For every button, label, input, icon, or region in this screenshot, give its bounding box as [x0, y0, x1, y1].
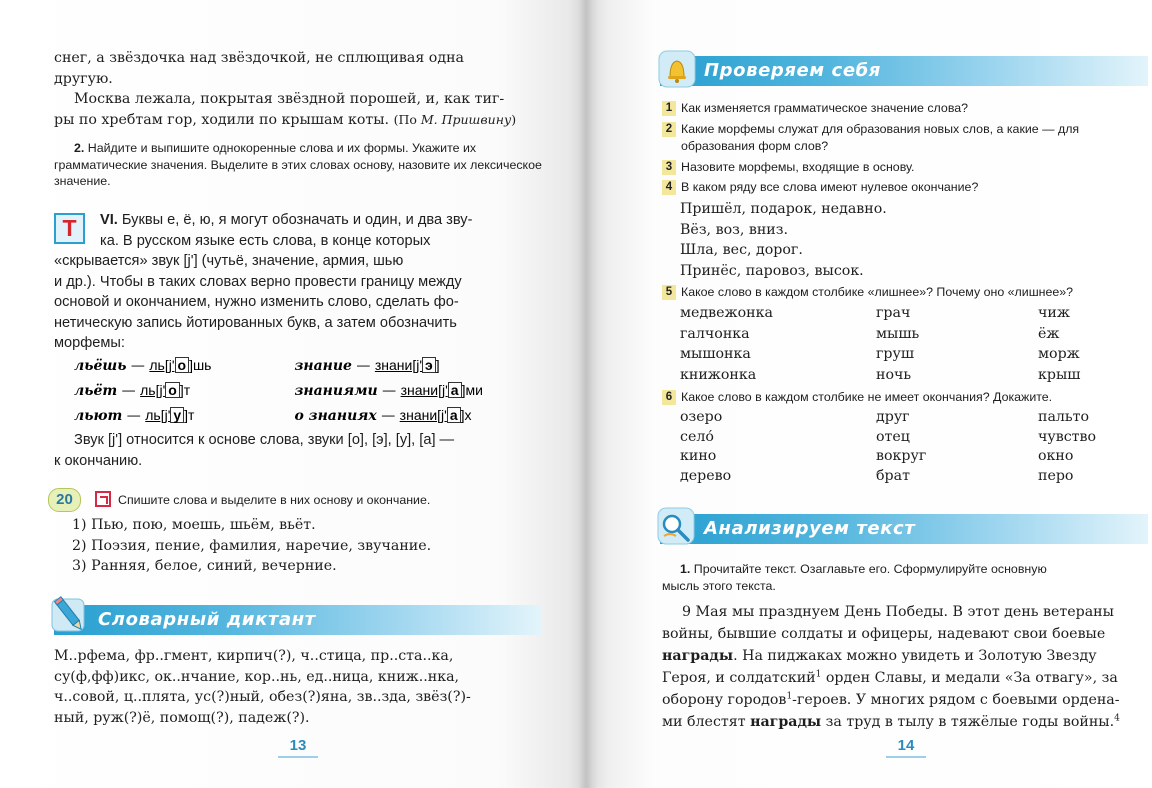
question-3-number: 3 — [662, 160, 676, 175]
page-number-underline — [278, 756, 318, 758]
q6-word: кино — [680, 448, 717, 464]
book-gutter — [578, 0, 598, 788]
q5-column-3 — [1038, 303, 1138, 385]
analyze-line-5-a: оборону городов — [662, 692, 787, 708]
question-2-text: Какие морфемы служат для образования новых слов, а какие — для — [681, 122, 1080, 136]
question-2-text-2: образования форм слов? — [681, 138, 829, 153]
question-4-rows — [680, 199, 1140, 281]
morph-dash: — — [121, 383, 136, 399]
page-number-underline — [886, 756, 926, 758]
morph-ending: о — [165, 382, 180, 398]
q6-word: чувство — [1038, 428, 1097, 445]
morph-rest: ] — [435, 357, 440, 373]
morph-word: знаниями — [294, 383, 378, 399]
page-number-text: 14 — [897, 737, 915, 754]
theory-heading: VI. — [100, 212, 118, 228]
question-3-text: Назовите морфемы, входящие в основу. — [681, 160, 915, 174]
morph-rest: ]шь — [189, 357, 212, 373]
q5-word: морж — [1038, 346, 1080, 362]
footnote-marker: 1 — [786, 691, 793, 702]
analyze-line-6-a: ми блестят — [662, 714, 751, 730]
exercise-20-instruction: Спишите слова и выделите в них основу и окончание. — [118, 493, 431, 507]
footnote-marker-4: 4 — [1114, 713, 1120, 724]
dictation-banner — [54, 605, 541, 635]
dictation-line-1: М..рфема, фр..гмент, кирпич(?), ч..стица, пр..ста..ка, — [54, 648, 454, 664]
analyze-task-number: 1. — [680, 562, 691, 576]
morph-row-2 — [74, 379, 544, 401]
theory-conclusion-1: Звук [j'] относится к основе слова, звуки [о], [э], [у], [а] — — [74, 432, 455, 448]
intro-line-2: другую. — [54, 70, 113, 87]
question-4-text: В каком ряду все слова имеют нулевое окончание? — [681, 180, 979, 194]
q5-word: грач — [876, 305, 911, 321]
morph-ending: а — [447, 407, 461, 423]
q5-column-1 — [680, 303, 830, 385]
morph-word: знание — [294, 358, 352, 374]
analyze-banner — [660, 514, 1148, 544]
bold-awards-2: награды — [750, 714, 822, 730]
question-6-number: 6 — [662, 390, 676, 405]
page-number-13 — [278, 737, 318, 754]
q6-column-1 — [680, 408, 830, 486]
row4-2: Вёз, воз, вниз. — [680, 221, 789, 238]
morph-word: льёшь — [74, 358, 127, 374]
intro-para2-line1: Москва лежала, покрытая звёздной порошей, и, как тиг- — [74, 91, 505, 107]
exercise-20-number: 20 — [48, 488, 81, 512]
morph-ending: э — [422, 357, 436, 373]
morph-ending: а — [448, 382, 462, 398]
q5-word: галчонка — [680, 325, 750, 342]
check-banner — [660, 56, 1148, 86]
q5-word: ёж — [1038, 325, 1060, 342]
exercise-20-item-2: 2) Поэзия, пение, фамилия, наречие, звучание. — [72, 537, 432, 554]
q6-column-2 — [876, 408, 996, 486]
morpheme-examples — [74, 354, 544, 426]
intro-source — [394, 112, 517, 127]
question-3 — [662, 159, 1152, 176]
analyze-line-5 — [662, 689, 1149, 711]
q5-word: книжонка — [680, 366, 757, 383]
morph-row-3 — [74, 404, 544, 426]
intro-para2-line2 — [54, 110, 540, 131]
q5-word: груш — [876, 346, 915, 362]
analyze-task-line-1: Прочитайте текст. Озаглавьте его. Сформулируйте основную — [693, 562, 1047, 576]
analyze-line-6 — [662, 711, 1149, 733]
morph-ending: о — [175, 357, 190, 373]
analyze-line-3 — [662, 645, 1149, 667]
page-number-text: 13 — [289, 737, 307, 754]
analyze-line-1: 9 Мая мы празднуем День Победы. В этот день ветераны — [682, 604, 1114, 620]
question-2-number: 2 — [662, 122, 676, 137]
q6-word: озеро — [680, 409, 723, 425]
question-5 — [662, 284, 1152, 301]
q5-word: ночь — [876, 366, 912, 383]
page-number-14 — [886, 737, 926, 754]
analyze-title: Анализируем текст — [704, 518, 916, 539]
theory-badge: Т — [54, 213, 85, 244]
analyze-line-6-b: за труд в тылу в тяжёлые годы войны. — [821, 714, 1115, 730]
question-6-text: Какое слово в каждом столбике не имеет окончания? Докажите. — [681, 390, 1053, 404]
question-6 — [662, 389, 1152, 406]
q6-word: отец — [876, 428, 910, 445]
intro-source-post: ) — [511, 111, 517, 127]
morph-example-5 — [74, 404, 290, 427]
intro-source-author: М. Пришвину — [420, 111, 512, 127]
analyze-line-4-b: орден Славы, и медали «За отвагу», за — [821, 670, 1118, 686]
theory-line-7: морфемы: — [54, 335, 125, 351]
bold-awards-1: награды — [662, 648, 734, 664]
morph-example-1 — [74, 354, 290, 377]
q6-word: перо — [1038, 467, 1074, 484]
q6-word: дерево — [680, 467, 732, 484]
task-2-number: 2. — [74, 141, 85, 155]
exercise-20-items — [72, 515, 542, 577]
question-4-number: 4 — [662, 180, 676, 195]
morph-example-2 — [294, 358, 439, 374]
q6-column-3 — [1038, 408, 1138, 486]
task-2-text: Найдите и выпишите однокоренные слова и их формы. Укажите их грамматические значения. Выделите в этих словах основу, назовите их лексическое значение. — [54, 141, 542, 188]
dictation-text — [54, 646, 540, 728]
text-analysis-icon — [656, 506, 698, 548]
theory-conclusion — [54, 430, 542, 471]
analyze-line-4 — [662, 667, 1149, 689]
q6-word: брат — [876, 467, 910, 484]
morph-stem: знани[j' — [374, 357, 423, 373]
theory-line-5: основой и окончанием, нужно изменить слово, сделать фо- — [54, 294, 459, 310]
morph-word: льёт — [74, 383, 118, 399]
morph-stem: знани[j' — [400, 382, 448, 398]
row4-1: Пришёл, подарок, недавно. — [680, 201, 887, 217]
morph-dash: — — [381, 408, 396, 424]
analyze-line-3-rest: . На пиджаках можно увидеть и Золотую Звезду — [733, 648, 1097, 664]
intro-para2-text: ры по хребтам гор, ходили по крышам коты. — [54, 111, 390, 128]
dictation-title: Словарный диктант — [98, 609, 316, 630]
analyze-task — [662, 561, 1149, 594]
task-2 — [54, 140, 542, 190]
row4-4: Принёс, паровоз, высок. — [680, 262, 864, 279]
morph-row-1 — [74, 354, 544, 376]
right-page — [586, 0, 1152, 788]
check-title: Проверяем себя — [704, 60, 881, 81]
question-1-number: 1 — [662, 101, 676, 116]
morph-ending: у — [170, 407, 184, 423]
spiral-icon — [95, 491, 111, 507]
row4-3: Шла, вес, дорог. — [680, 242, 803, 258]
q5-column-2 — [876, 303, 996, 385]
q6-word: вокруг — [876, 448, 927, 464]
morph-rest: ]т — [179, 382, 191, 398]
question-5-number: 5 — [662, 285, 676, 300]
question-1-text: Как изменяется грамматическое значение слова? — [681, 101, 969, 115]
theory-line-3: «скрывается» звук [j'] (чутьё, значение, армия, шью — [54, 253, 404, 269]
morph-word: о знаниях — [294, 408, 377, 424]
theory-line-1-text: Буквы е, ё, ю, я могут обозначать и один, и два зву- — [121, 212, 473, 228]
dictation-line-4: ный, руж(?)ё, помощ(?), падеж(?). — [54, 709, 310, 726]
analyze-line-5-b: -героев. У многих рядом с боевыми ордена- — [792, 692, 1120, 708]
morph-stem: знани[j' — [399, 407, 447, 423]
q5-word: мышь — [876, 325, 920, 342]
morph-stem: ль[j' — [140, 382, 166, 398]
morph-dash: — — [126, 408, 141, 424]
theory-line-1 — [100, 210, 542, 231]
question-4 — [662, 179, 1152, 196]
intro-source-pre: (По — [393, 111, 421, 127]
analyze-line-2: войны, бывшие солдаты и офицеры, надевают свои боевые — [662, 626, 1106, 642]
theory-line-6: нетическую запись йотированных букв, а затем обозначить — [54, 314, 457, 331]
morph-example-3 — [74, 379, 290, 402]
morph-dash: — — [130, 358, 145, 374]
morph-word: льют — [74, 408, 123, 424]
morph-stem: ль[j' — [145, 407, 171, 423]
morph-stem: ль[j' — [149, 357, 175, 373]
morph-dash: — — [382, 383, 397, 399]
bell-icon — [658, 50, 698, 90]
q6-word: пальто — [1038, 409, 1090, 425]
question-5-text: Какое слово в каждом столбике «лишнее»? Почему оно «лишнее»? — [681, 285, 1074, 299]
analyze-task-line-2: мысль этого текста. — [662, 578, 776, 593]
theory-line-2: ка. В русском языке есть слова, в конце которых — [100, 233, 431, 249]
analyze-text — [662, 601, 1149, 733]
intro-line-1: снег, а звёздочка над звёздочкой, не сплющивая одна — [54, 50, 465, 66]
analyze-line-4-a: Героя, и солдатский — [662, 670, 816, 686]
morph-example-6 — [294, 408, 471, 424]
theory-line-4: и др.). Чтобы в таких словах верно провести границу между — [54, 273, 462, 290]
question-2 — [662, 121, 1152, 154]
theory-body — [54, 251, 542, 354]
q5-word: медвежонка — [680, 305, 773, 321]
exercise-20-item-3: 3) Ранняя, белое, синий, вечерние. — [72, 558, 337, 574]
q5-word: чиж — [1038, 305, 1070, 321]
footnote-marker: 1 — [815, 669, 822, 680]
dictation-line-3: ч..совой, ц..плята, ус(?)ный, обез(?)яна, зв..зда, звёз(?)- — [54, 689, 471, 705]
q5-word: мышонка — [680, 346, 751, 362]
morph-dash: — — [356, 358, 371, 374]
q6-word: село́ — [680, 428, 714, 445]
morph-rest: ]ми — [461, 382, 483, 398]
theory-conclusion-2: к окончанию. — [54, 452, 143, 469]
morph-example-4 — [294, 383, 482, 399]
exercise-20-item-1: 1) Пью, пою, моешь, шьём, вьёт. — [72, 517, 316, 533]
morph-rest: ]т — [184, 407, 195, 423]
intro-text — [54, 48, 540, 130]
morph-rest: ]х — [460, 407, 472, 423]
pencil-icon — [50, 593, 90, 637]
question-1 — [662, 100, 1152, 117]
dictation-line-2: су(ф,фф)икс, ок..нчание, кор..нь, ед..ница, книж..нка, — [54, 668, 460, 685]
q6-word: друг — [876, 409, 910, 425]
q6-word: окно — [1038, 448, 1074, 464]
q5-word: крыш — [1038, 366, 1081, 383]
